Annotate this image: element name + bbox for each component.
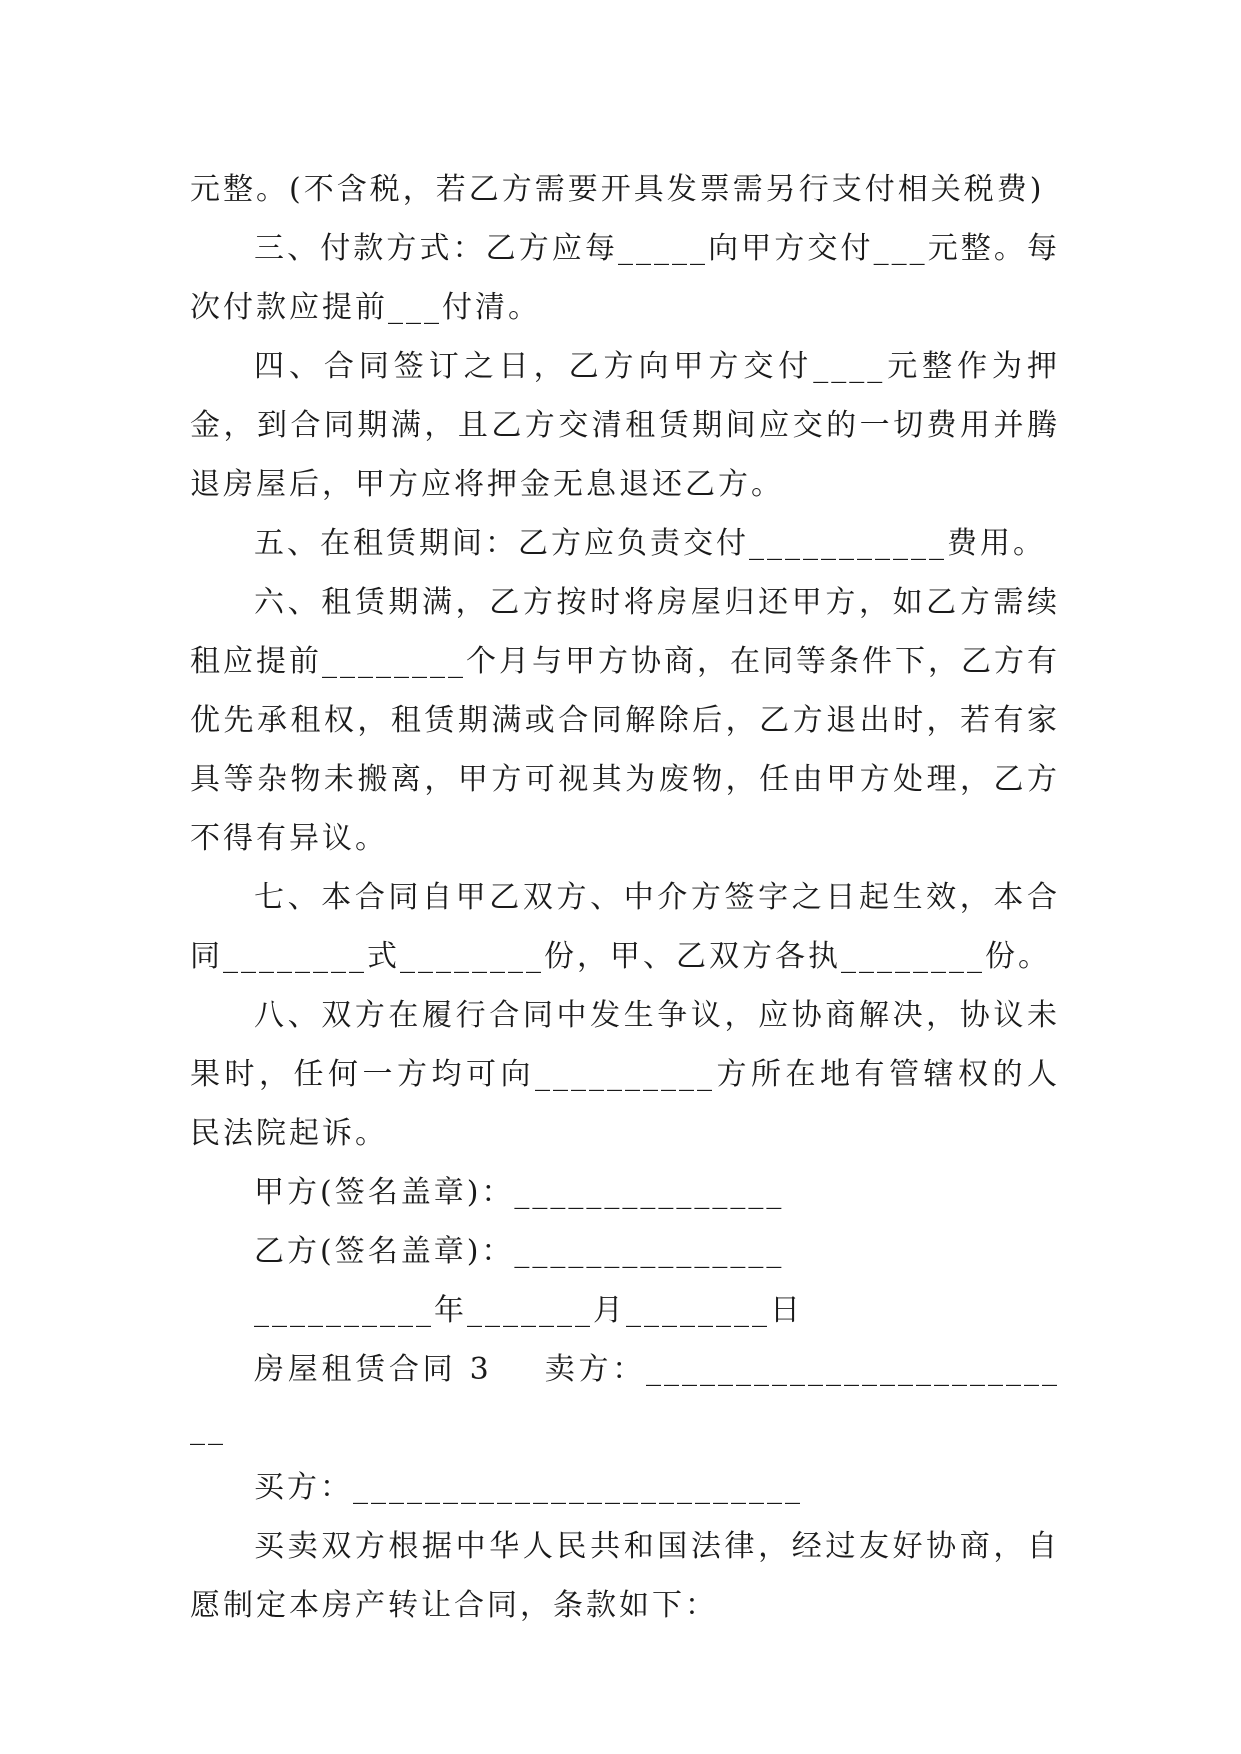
signature-party-a: 甲方(签名盖章)：_______________ — [254, 1175, 785, 1210]
paragraph-contract-effective: 七、本合同自甲乙双方、中介方签字之日起生效，本合同________式________份，甲、乙双方各执________份。 — [190, 880, 1060, 974]
contract-3-buyer: 买方：_________________________ — [254, 1470, 803, 1505]
signature-party-b: 乙方(签名盖章)：_______________ — [254, 1234, 785, 1269]
paragraph-dispute-resolution: 八、双方在履行合同中发生争议，应协商解决，协议未果时，任何一方均可向__________方所在地有管辖权的人民法院起诉。 — [190, 998, 1060, 1151]
signature-date: __________年_______月________日 — [254, 1293, 803, 1328]
paragraph-fees-during-lease: 五、在租赁期间：乙方应负责交付___________费用。 — [254, 526, 1046, 561]
document-body — [190, 160, 1060, 1635]
contract-3-seller: 房屋租赁合同 3 卖方：_________________________ — [190, 1352, 1060, 1446]
contract-3-preamble: 买卖双方根据中华人民共和国法律，经过友好协商，自愿制定本房产转让合同，条款如下： — [190, 1529, 1060, 1623]
paragraph-rent-amount-tail: 元整。(不含税，若乙方需要开具发票需另行支付相关税费) — [190, 172, 1045, 207]
paragraph-payment-method: 三、付款方式：乙方应每_____向甲方交付___元整。每次付款应提前___付清。 — [190, 231, 1060, 325]
paragraph-deposit: 四、合同签订之日，乙方向甲方交付____元整作为押金，到合同期满，且乙方交清租赁期间应交的一切费用并腾退房屋后，甲方应将押金无息退还乙方。 — [190, 349, 1060, 502]
paragraph-lease-expiry: 六、租赁期满，乙方按时将房屋归还甲方，如乙方需续租应提前________个月与甲方协商，在同等条件下，乙方有优先承租权，租赁期满或合同解除后，乙方退出时，若有家具等杂物未搬离，甲方可视其为废物，任由甲方处理，乙方不得有异议。 — [190, 585, 1060, 856]
